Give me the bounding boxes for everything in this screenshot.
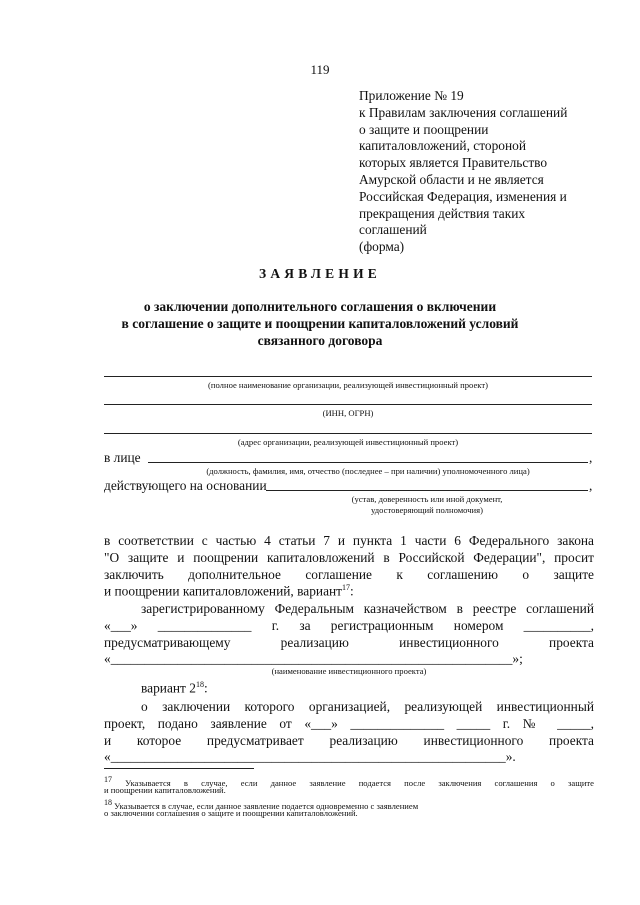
footnote-number: 18 — [104, 798, 112, 807]
subtitle-line: о заключении дополнительного соглашения о включении — [143, 299, 497, 314]
annex-line: капиталовложений, стороной — [359, 138, 526, 154]
annex-line: (форма) — [359, 239, 405, 255]
variant1-line: зарегистрированному Федеральным казначейством в реестре соглашений — [141, 601, 594, 616]
basis-hint-2: удостоверяющий полномочия) — [371, 505, 483, 515]
annex-line: прекращения действия таких — [359, 205, 526, 221]
basis-comma: , — [589, 478, 593, 493]
annex-line: Российская Федерация, изменения и — [359, 188, 567, 204]
document-title: ЗАЯВЛЕНИЕ — [259, 266, 381, 281]
variant2-line: о заключении которого организацией, реализующей инвестиционный — [141, 699, 594, 714]
subtitle-line: связанного договора — [257, 333, 383, 348]
page-number: 119 — [310, 62, 330, 77]
body-text: : — [203, 680, 208, 696]
person-field[interactable] — [148, 462, 588, 463]
basis-hint-1: (устав, доверенность или иной документ, — [351, 494, 503, 504]
inn-ogrn-hint: (ИНН, ОГРН) — [322, 408, 374, 418]
body-text: вариант 2 — [141, 680, 196, 696]
org-name-hint: (полное наименование организации, реализующей инвестиционный проект) — [208, 380, 488, 390]
annex-line: Амурской области и не является — [359, 171, 544, 187]
annex-line: которых является Правительство — [359, 155, 548, 171]
person-label: в лице — [104, 450, 141, 465]
basis-field[interactable] — [266, 490, 588, 491]
body-line: "О защите и поощрении капиталовложений в Российской Федерации", просит — [104, 550, 594, 565]
variant1-line: предусматривающему реализацию инвестиционного проекта — [104, 635, 594, 650]
annex-line: о защите и поощрении — [359, 121, 489, 137]
basis-label: действующего на основании — [104, 478, 267, 493]
annex-header — [359, 88, 619, 256]
person-hint: (должность, фамилия, имя, отчество (последнее – при наличии) уполномоченного лица) — [206, 466, 530, 476]
footnote-17-cont: и поощрении капиталовложений. — [104, 785, 226, 795]
footnote-ref-17: 17 — [342, 583, 351, 592]
variant1-line: «____________________________________________________________»; — [104, 651, 523, 666]
variant2-line: «___________________________________________________________». — [104, 749, 516, 764]
variant2-line: проект, подано заявление от «___» ______________ _____ г. № _____, — [104, 716, 594, 731]
body-text: и поощрении капиталовложений, вариант — [104, 583, 343, 599]
body-line: в соответствии с частью 4 статьи 7 и пункта 1 части 6 Федерального закона — [104, 533, 594, 548]
body-line: заключить дополнительное соглашение к соглашению о защите — [104, 567, 594, 582]
person-comma: , — [589, 450, 593, 465]
variant2-label — [141, 680, 208, 696]
variant1-line: «___» ______________ г. за регистрационным номером __________, — [104, 618, 594, 633]
annex-line: к Правилам заключения соглашений — [359, 104, 568, 120]
document-subtitle — [110, 298, 530, 349]
subtitle-line: в соглашение о защите и поощрении капиталовложений условий — [121, 316, 519, 331]
variant2-line: и которое предусматривает реализацию инвестиционного проекта — [104, 733, 594, 748]
body-text: : — [350, 583, 354, 599]
annex-line: Приложение № 19 — [359, 88, 464, 103]
footnote-text: Указывается в случае, если данное заявление подается после заключения соглашения о защите — [125, 777, 594, 788]
body-line-variant — [104, 583, 354, 599]
footnote-ref-18: 18 — [195, 680, 204, 689]
address-hint: (адрес организации, реализующей инвестиционный проект) — [237, 437, 459, 447]
address-field[interactable] — [104, 433, 592, 434]
footnote-number: 17 — [104, 775, 112, 784]
footnote-divider — [104, 768, 254, 769]
annex-line: соглашений — [359, 222, 427, 238]
project-name-hint: (наименование инвестиционного проекта) — [271, 666, 427, 676]
org-name-field[interactable] — [104, 376, 592, 377]
inn-ogrn-field[interactable] — [104, 404, 592, 405]
footnote-text: Указывается в случае, если данное заявление подается одновременно с заявлением — [114, 800, 419, 811]
footnote-18-cont: о заключении соглашения о защите и поощрении капиталовложений. — [104, 808, 358, 818]
